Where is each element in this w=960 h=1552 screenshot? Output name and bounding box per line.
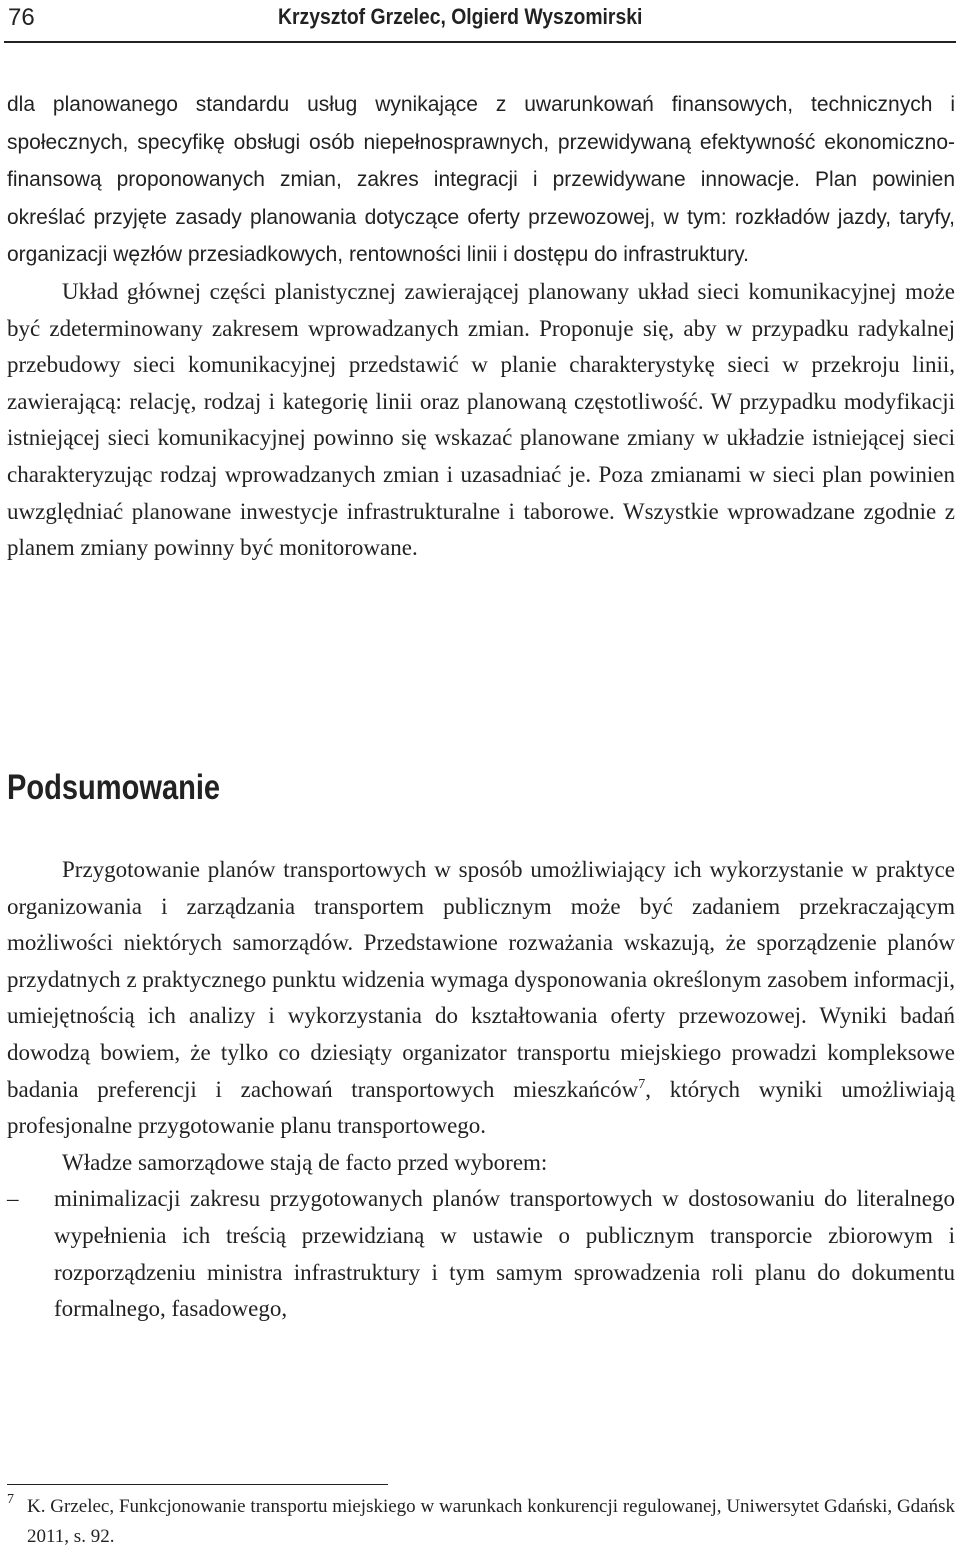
footnote (7, 1492, 955, 1552)
running-head-authors: Krzysztof Grzelec, Olgierd Wyszomirski (278, 4, 643, 29)
summary-text (7, 852, 955, 1328)
paragraph-plan-contents (7, 86, 955, 274)
section-heading: Podsumowanie (7, 768, 221, 807)
paragraph-summary-2: Władze samorządowe stają de facto przed wyborem: (62, 1149, 548, 1175)
paragraph-summary-1-part-b: , których wyniki umożliwiają profesjonalne przygotowanie planu transportowego. (7, 1076, 955, 1139)
page-header (4, 0, 956, 43)
footnote-reference[interactable]: 7 (638, 1076, 646, 1092)
paragraph-summary-1-part-a: Przygotowanie planów transportowych w sposób umożliwiający ich wykorzystanie w praktyce organizowania i zarządzania transportem publicznym może być zadaniem przekraczającym możliwości niektórych samorządów. Przedstawione rozważania wskazują, że sporządzenie planów przydatnych z praktycznego punktu widzenia wymaga dysponowania określonym zasobem informacji, umiejętnością ich analizy i wykorzystania do kształtowania oferty przewozowej. Wyniki badań dowodzą bowiem, że tylko co dziesiąty organizator transportu miejskiego prowadzi kompleksowe badania preferencji i zachowań transportowych mieszkańców (7, 857, 955, 1102)
list-item-text: minimalizacji zakresu przygotowanych planów transportowych w dostosowaniu do literalnego wypełnienia ich treścią przewidzianą w ustawie o publicznym transporcie zbiorowym i rozporządzeniu ministra infrastruktury i tym samym sprowadzenia roli planu do dokumentu formalnego, fasadowego, (54, 1186, 955, 1322)
paragraph-network-layout: Układ głównej części planistycznej zawierającej planowany układ sieci komunikacyjnej może być zdeterminowany zakresem wprowadzanych zmian. Proponuje się, aby w przypadku radykalnej przebudowy sieci komunikacyjnej przedstawić w planie charakterystykę sieci w przekroju linii, zawierającą: relację, rodzaj i kategorię linii oraz planowaną częstotliwość. W przypadku modyfikacji istniejącej sieci komunikacyjnej powinno się wskazać planowane zmiany w układzie istniejącej sieci charakteryzując rodzaj wprowadzanych zmian i uzasadniać je. Poza zmianami w sieci plan powinien uwzględniać planowane inwestycje infrastrukturalne i taborowe. Wszystkie wprowadzane zgodnie z planem zmiany powinny być monitorowane. (7, 278, 955, 561)
footnote-separator (7, 1484, 388, 1485)
body-text-top (7, 86, 955, 567)
paragraph-plan-contents-text: dla planowanego standardu usług wynikające z uwarunkowań finansowych, technicznych i społecznych, specyfikę obsługi osób niepełnosprawnych, przewidywaną efektywność ekonomiczno-finansową proponowanych zmian, zakres integracji i przewidywane innowacje. Plan powinien określać przyjęte zasady planowania dotyczące oferty przewozowej, w tym: rozkładów jazdy, taryfy, organizacji węzłów przesiadkowych, rentowności linii i dostępu do infrastruktury. (7, 93, 955, 267)
list-item (7, 1181, 955, 1327)
footnote-number: 7 (7, 1492, 14, 1507)
footnote-text: K. Grzelec, Funkcjonowanie transportu miejskiego w warunkach konkurencji regulowanej, Uniwersytet Gdański, Gdańsk 2011, s. 92. (27, 1496, 955, 1547)
page-number: 76 (8, 4, 35, 31)
paragraph-summary-1 (7, 852, 955, 1145)
list-dash-marker: – (7, 1186, 19, 1212)
